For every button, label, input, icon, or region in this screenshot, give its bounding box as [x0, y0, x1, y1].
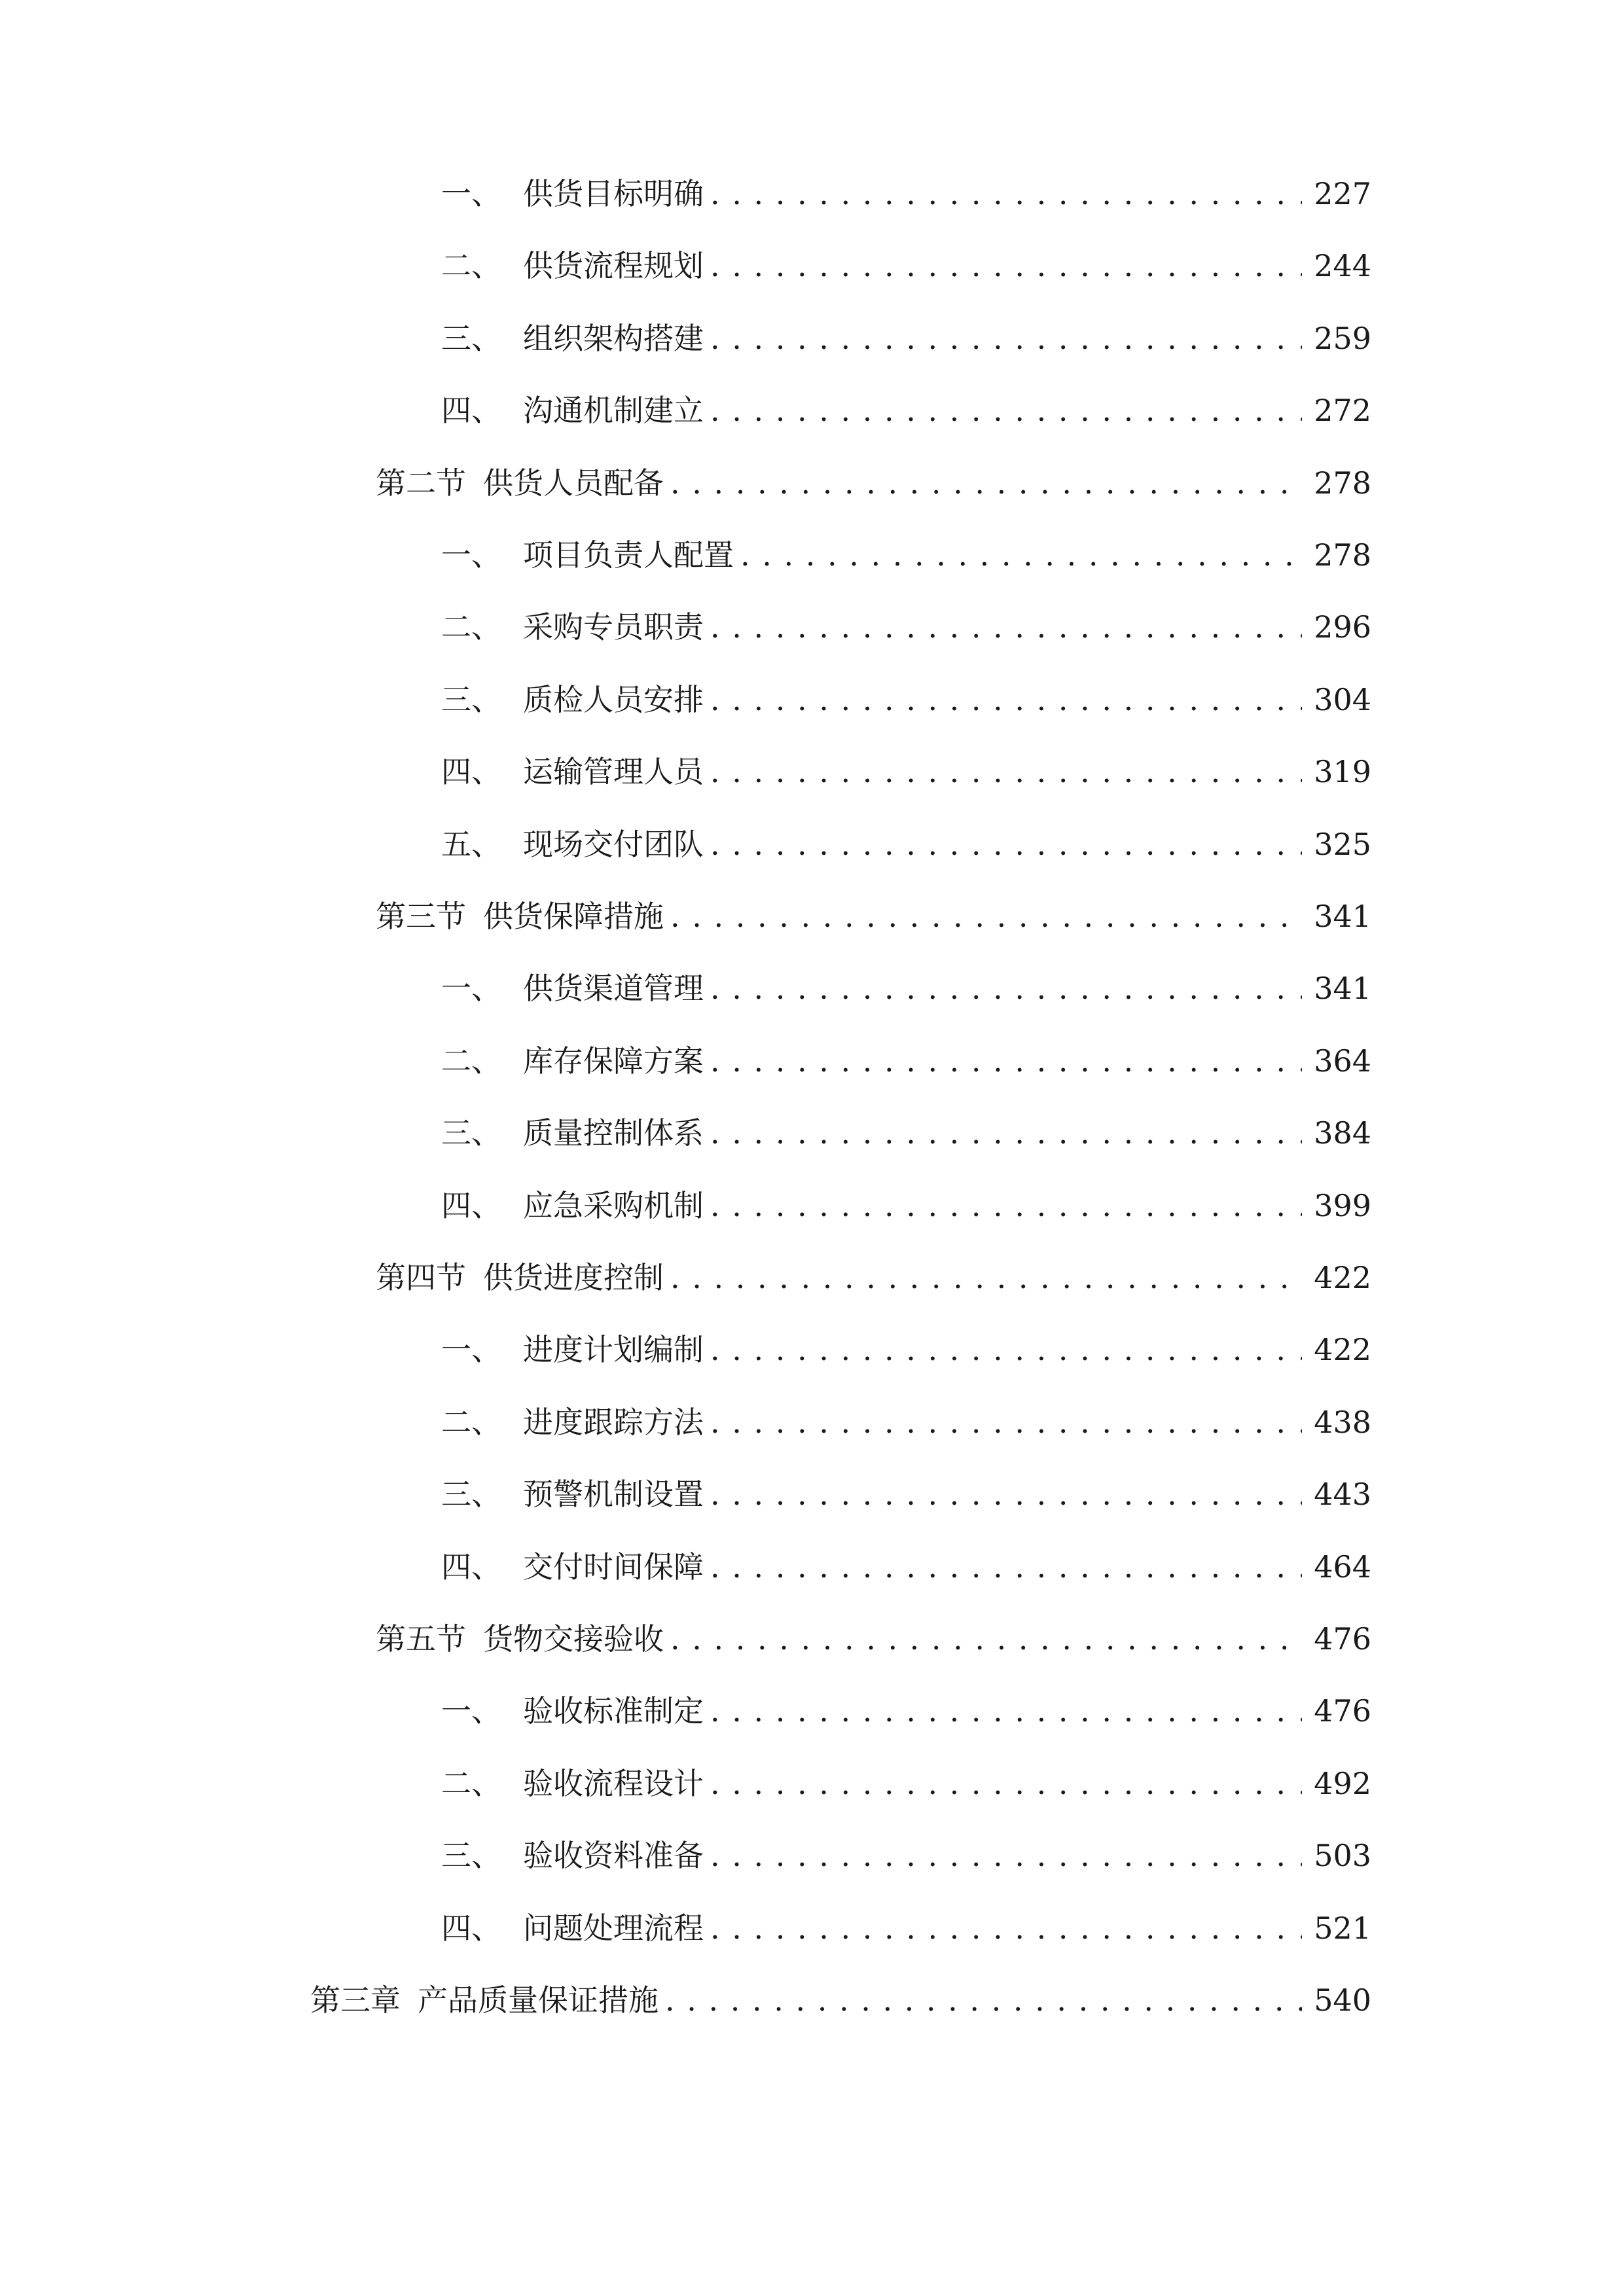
toc-entry-page-number: 422	[1314, 1332, 1371, 1368]
dot-leader	[710, 962, 1302, 1014]
toc-entry-title: 应急采购机制	[523, 1187, 704, 1223]
toc-entry-page-number: 341	[1314, 899, 1371, 934]
toc-entry-title: 问题处理流程	[523, 1910, 704, 1946]
dot-leader	[710, 1468, 1302, 1520]
toc-entry-page-number: 476	[1314, 1693, 1371, 1729]
toc-entry-title: 货物交接验收	[483, 1621, 664, 1657]
toc-entry-page-number: 521	[1314, 1910, 1371, 1946]
toc-entry-title: 采购专员职责	[523, 609, 704, 645]
dot-leader	[710, 1323, 1302, 1376]
toc-entry-number: 四、	[441, 393, 501, 429]
toc-entry[interactable]	[310, 1974, 1371, 2026]
toc-entry[interactable]	[441, 1541, 1371, 1593]
dot-leader	[710, 673, 1302, 726]
toc-entry-number: 五、	[441, 826, 501, 862]
toc-entry-title: 供货进度控制	[483, 1260, 664, 1295]
toc-entry-number: 二、	[441, 1765, 501, 1801]
toc-entry-page-number: 272	[1314, 393, 1371, 429]
toc-entry-page-number: 319	[1314, 754, 1371, 790]
toc-entry[interactable]	[441, 240, 1371, 292]
toc-entry-number: 一、	[441, 1693, 501, 1729]
dot-leader	[670, 890, 1302, 942]
toc-entry[interactable]	[376, 457, 1371, 509]
toc-entry[interactable]	[441, 962, 1371, 1014]
toc-entry-number: 三、	[441, 1838, 501, 1874]
dot-leader	[670, 1613, 1302, 1665]
toc-entry-title: 供货渠道管理	[523, 971, 704, 1007]
toc-entry-number: 第三节	[376, 899, 466, 934]
toc-entry-number: 第四节	[376, 1260, 466, 1295]
toc-entry[interactable]	[376, 1613, 1371, 1665]
toc-entry-title: 验收标准制定	[523, 1693, 704, 1729]
toc-entry[interactable]	[441, 745, 1371, 798]
toc-entry-title: 供货目标明确	[523, 176, 704, 211]
toc-entry[interactable]	[376, 1251, 1371, 1304]
toc-entry-page-number: 278	[1314, 465, 1371, 501]
toc-entry-page-number: 492	[1314, 1765, 1371, 1801]
dot-leader	[710, 1035, 1302, 1087]
toc-entry-page-number: 399	[1314, 1187, 1371, 1223]
toc-entry-page-number: 540	[1314, 1982, 1371, 2018]
toc-entry-number: 二、	[441, 609, 501, 645]
dot-leader	[710, 384, 1302, 437]
toc-entry[interactable]	[441, 529, 1371, 581]
toc-entry-title: 进度计划编制	[523, 1332, 704, 1368]
toc-entry[interactable]	[441, 312, 1371, 365]
toc-entry[interactable]	[441, 1396, 1371, 1448]
dot-leader	[710, 240, 1302, 292]
toc-entry-page-number: 443	[1314, 1477, 1371, 1513]
toc-entry-title: 验收流程设计	[523, 1765, 704, 1801]
toc-entry-title: 供货人员配备	[483, 465, 664, 501]
toc-entry-title: 进度跟踪方法	[523, 1404, 704, 1440]
toc-entry-title: 组织架构搭建	[523, 320, 704, 356]
toc-entry-number: 一、	[441, 537, 501, 573]
toc-entry[interactable]	[441, 384, 1371, 437]
toc-entry[interactable]	[441, 1685, 1371, 1737]
toc-entry-title: 库存保障方案	[523, 1043, 704, 1079]
toc-entry-page-number: 227	[1314, 176, 1371, 211]
toc-entry[interactable]	[441, 818, 1371, 870]
toc-entry-page-number: 364	[1314, 1043, 1371, 1079]
toc-entry-number: 三、	[441, 1115, 501, 1151]
toc-entry-title: 供货流程规划	[523, 248, 704, 284]
toc-entry-title: 运输管理人员	[523, 754, 704, 790]
toc-entry-number: 二、	[441, 1404, 501, 1440]
toc-entry-number: 二、	[441, 1043, 501, 1079]
dot-leader	[710, 1107, 1302, 1159]
dot-leader	[740, 529, 1302, 581]
dot-leader	[710, 1829, 1302, 1882]
toc-entry-number: 一、	[441, 971, 501, 1007]
toc-entry[interactable]	[441, 1179, 1371, 1232]
dot-leader	[710, 818, 1302, 870]
toc-entry-title: 质检人员安排	[523, 681, 704, 717]
toc-entry-title: 预警机制设置	[523, 1477, 704, 1513]
toc-entry-title: 质量控制体系	[523, 1115, 704, 1151]
toc-entry-number: 四、	[441, 1549, 501, 1585]
toc-entry-number: 三、	[441, 681, 501, 717]
toc-entry-page-number: 503	[1314, 1838, 1371, 1874]
toc-entry-page-number: 464	[1314, 1549, 1371, 1585]
dot-leader	[710, 1396, 1302, 1448]
toc-entry-number: 第三章	[310, 1982, 401, 2018]
toc-entry-title: 交付时间保障	[523, 1549, 704, 1585]
dot-leader	[710, 745, 1302, 798]
toc-entry-page-number: 384	[1314, 1115, 1371, 1151]
toc-entry-number: 三、	[441, 320, 501, 356]
toc-entry-number: 一、	[441, 1332, 501, 1368]
toc-entry-title: 现场交付团队	[523, 826, 704, 862]
dot-leader	[670, 1251, 1302, 1304]
dot-leader	[710, 1902, 1302, 1954]
dot-leader	[710, 601, 1302, 653]
toc-entry-page-number: 438	[1314, 1404, 1371, 1440]
toc-entry[interactable]	[441, 601, 1371, 653]
toc-entry[interactable]	[441, 1323, 1371, 1376]
toc-entry[interactable]	[441, 1468, 1371, 1520]
toc-entry-page-number: 304	[1314, 681, 1371, 717]
toc-entry-title: 产品质量保证措施	[418, 1982, 659, 2018]
toc-entry[interactable]	[376, 890, 1371, 942]
toc-entry-title: 沟通机制建立	[523, 393, 704, 429]
toc-entry-number: 一、	[441, 176, 501, 211]
toc-entry[interactable]	[441, 1035, 1371, 1087]
dot-leader	[665, 1974, 1302, 2026]
dot-leader	[670, 457, 1302, 509]
toc-entry-page-number: 244	[1314, 248, 1371, 284]
toc-entry-number: 四、	[441, 1910, 501, 1946]
toc-entry-number: 四、	[441, 1187, 501, 1223]
dot-leader	[710, 1685, 1302, 1737]
toc-entry-page-number: 341	[1314, 971, 1371, 1007]
toc-entry-number: 三、	[441, 1477, 501, 1513]
toc-entry-number: 第二节	[376, 465, 466, 501]
toc-entry-page-number: 422	[1314, 1260, 1371, 1295]
toc-entry-number: 二、	[441, 248, 501, 284]
toc-entry[interactable]	[441, 1107, 1371, 1159]
toc-entry-page-number: 278	[1314, 537, 1371, 573]
toc-entry-page-number: 259	[1314, 320, 1371, 356]
toc-entry[interactable]	[441, 1757, 1371, 1810]
toc-entry-title: 项目负责人配置	[523, 537, 734, 573]
dot-leader	[710, 168, 1302, 220]
toc-entry-page-number: 325	[1314, 826, 1371, 862]
toc-entry-page-number: 296	[1314, 609, 1371, 645]
dot-leader	[710, 312, 1302, 365]
toc-entry-title: 供货保障措施	[483, 899, 664, 934]
toc-entry-page-number: 476	[1314, 1621, 1371, 1657]
toc-entry[interactable]	[441, 1829, 1371, 1882]
toc-entry-number: 第五节	[376, 1621, 466, 1657]
dot-leader	[710, 1757, 1302, 1810]
toc-entry-title: 验收资料准备	[523, 1838, 704, 1874]
toc-entry[interactable]	[441, 168, 1371, 220]
dot-leader	[710, 1541, 1302, 1593]
toc-entry[interactable]	[441, 1902, 1371, 1954]
dot-leader	[710, 1179, 1302, 1232]
toc-entry-number: 四、	[441, 754, 501, 790]
toc-entry[interactable]	[441, 673, 1371, 726]
